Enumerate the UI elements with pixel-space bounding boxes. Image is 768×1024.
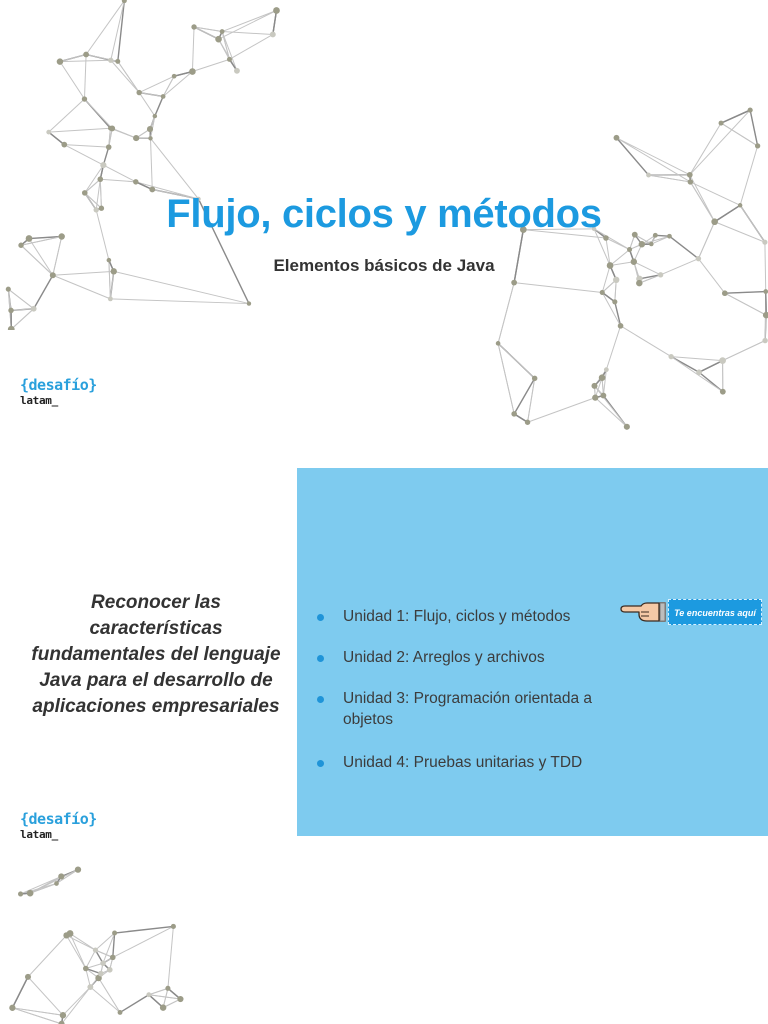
network-lines <box>8 1 276 330</box>
network-link <box>595 398 627 427</box>
network-node <box>600 290 605 295</box>
network-node <box>614 135 620 141</box>
network-link <box>699 361 723 373</box>
list-item <box>315 606 615 627</box>
learning-goal: Reconocer las características fundamentales del lenguaje Java para el desarrollo de aplicaciones empresariales <box>31 592 281 717</box>
network-link <box>222 10 276 31</box>
network-link <box>192 59 229 71</box>
network-node <box>687 172 693 178</box>
network-link <box>725 293 766 315</box>
network-node <box>108 296 113 301</box>
network-node <box>100 960 106 966</box>
network-link <box>725 292 766 294</box>
network-node <box>646 173 651 178</box>
network-node <box>136 90 141 95</box>
network-link <box>12 977 28 1008</box>
network-link <box>219 39 230 59</box>
network-node <box>153 114 157 118</box>
network-node <box>668 354 673 359</box>
network-link <box>118 61 139 92</box>
network-node <box>27 890 34 897</box>
network-node <box>93 948 98 953</box>
network-link <box>90 987 120 1012</box>
network-node <box>87 984 93 990</box>
network-node <box>511 280 517 286</box>
network-link <box>114 271 249 303</box>
network-link <box>63 987 90 1015</box>
network-node <box>18 243 23 248</box>
unit-label: Unidad 1: Flujo, ciclos y métodos <box>343 608 571 625</box>
page-title: Flujo, ciclos y métodos <box>166 192 602 236</box>
network-link <box>602 292 620 325</box>
network-node <box>649 242 653 246</box>
network-node <box>762 240 767 245</box>
network-node <box>719 121 724 126</box>
network-link <box>690 110 750 175</box>
network-link <box>84 99 112 128</box>
network-node <box>624 424 630 430</box>
title-slide <box>0 0 768 432</box>
network-link <box>222 32 237 71</box>
network-node <box>227 57 232 62</box>
network-node <box>18 891 23 896</box>
desafio-latam-logo <box>20 378 97 406</box>
network-link <box>139 93 163 97</box>
network-node <box>247 301 251 305</box>
network-link <box>606 326 620 370</box>
network-node <box>755 143 760 148</box>
network-link <box>721 110 750 123</box>
network-node <box>639 241 645 247</box>
network-node <box>720 389 726 395</box>
network-link <box>12 1008 63 1015</box>
network-node <box>511 411 517 417</box>
network-node <box>82 96 87 101</box>
network-node <box>31 306 37 312</box>
network-node <box>46 130 51 135</box>
network-link <box>149 988 168 994</box>
network-node <box>97 176 103 182</box>
network-link <box>49 99 85 132</box>
network-node <box>273 7 280 14</box>
network-node <box>25 974 31 980</box>
network-link <box>34 275 53 308</box>
units-panel <box>297 468 768 836</box>
network-node <box>54 881 59 886</box>
network-node <box>100 162 106 168</box>
network-link <box>113 926 174 957</box>
network-node <box>83 52 89 58</box>
network-node <box>146 992 151 997</box>
network-node <box>191 24 196 29</box>
network-node <box>112 931 117 936</box>
network-link <box>750 110 757 146</box>
unit-label: Unidad 2: Arreglos y archivos <box>343 649 545 666</box>
list-item <box>315 752 615 773</box>
logo-brand: {desafío} <box>20 376 97 394</box>
network-node <box>234 68 240 74</box>
network-link <box>49 132 65 145</box>
network-link <box>690 123 721 175</box>
network-node <box>636 280 642 286</box>
network-link <box>498 343 535 378</box>
network-node <box>270 32 276 38</box>
units-list <box>315 606 615 793</box>
network-node <box>220 29 225 34</box>
network-link <box>498 343 514 414</box>
network-node <box>762 338 767 343</box>
network-decoration-icon <box>0 0 280 330</box>
network-link <box>120 995 149 1013</box>
network-link <box>28 935 67 976</box>
network-node <box>83 966 89 972</box>
network-link <box>498 283 514 344</box>
network-node <box>496 341 501 346</box>
network-node <box>60 1012 66 1018</box>
unit-label: Unidad 4: Pruebas unitarias y TDD <box>343 754 583 771</box>
network-node <box>115 59 120 64</box>
network-node <box>172 74 177 79</box>
network-node <box>599 374 606 381</box>
network-link <box>49 128 111 132</box>
network-node <box>171 924 176 929</box>
network-link <box>11 309 33 329</box>
network-node <box>627 247 632 252</box>
network-node <box>108 58 113 63</box>
network-node <box>61 142 67 148</box>
logo-brand: {desafío} <box>20 810 97 828</box>
network-link <box>229 34 272 59</box>
network-node <box>106 144 112 150</box>
network-node <box>133 179 138 184</box>
network-node <box>763 312 768 319</box>
network-node <box>591 383 597 389</box>
network-node <box>148 136 152 140</box>
network-link <box>8 289 33 309</box>
network-node <box>719 357 726 364</box>
network-link <box>110 299 249 304</box>
you-are-here-badge: Te encuentras aquí <box>668 599 762 625</box>
network-node <box>58 873 64 879</box>
units-slide <box>0 432 768 864</box>
network-node <box>133 135 139 141</box>
network-node <box>696 369 702 375</box>
network-node <box>613 277 619 283</box>
pointing-hand-icon <box>619 598 667 626</box>
network-node <box>75 866 81 872</box>
network-node <box>147 126 153 132</box>
network-node <box>722 290 728 296</box>
next-slide-partial <box>0 864 768 1024</box>
network-node <box>763 289 768 294</box>
network-node <box>8 308 13 313</box>
network-link <box>62 987 91 1024</box>
network-node <box>189 68 196 75</box>
network-link <box>155 96 163 116</box>
bullet-icon <box>317 655 324 662</box>
list-item <box>315 688 615 730</box>
network-link <box>273 10 277 34</box>
network-node <box>118 1010 123 1015</box>
logo-sub: latam_ <box>20 394 58 407</box>
network-node <box>6 287 11 292</box>
bullet-icon <box>317 614 324 621</box>
network-node <box>612 299 617 304</box>
unit-label: Unidad 3: Programación orientada a objetos <box>343 690 593 728</box>
network-link <box>168 926 173 988</box>
network-link <box>139 93 155 117</box>
page-subtitle: Elementos básicos de Java <box>273 256 495 275</box>
network-link <box>111 60 139 92</box>
network-link <box>150 138 198 199</box>
network-link <box>616 138 648 175</box>
network-node <box>688 179 693 184</box>
network-link <box>671 357 722 361</box>
network-node <box>525 420 530 425</box>
network-link <box>60 60 111 61</box>
network-node <box>592 395 598 401</box>
network-link <box>12 1008 61 1024</box>
network-link <box>528 398 596 423</box>
desafio-latam-logo <box>20 812 97 840</box>
bullet-icon <box>317 696 324 703</box>
network-node <box>98 971 104 977</box>
network-link <box>115 926 174 933</box>
network-link <box>64 145 103 165</box>
network-node <box>748 107 753 112</box>
network-node <box>601 393 607 399</box>
network-link <box>150 138 152 189</box>
network-node <box>618 323 624 329</box>
network-node <box>9 1005 15 1011</box>
network-link <box>615 302 621 326</box>
network-node <box>57 58 63 64</box>
network-node <box>165 986 170 991</box>
network-link <box>139 76 174 92</box>
network-link <box>60 62 85 99</box>
network-node <box>532 376 537 381</box>
network-decoration-icon <box>0 864 200 1024</box>
network-link <box>53 275 111 299</box>
network-link <box>615 280 616 302</box>
network-link <box>721 123 758 146</box>
logo-sub: latam_ <box>20 828 58 841</box>
network-link <box>621 326 672 357</box>
network-link <box>616 138 689 175</box>
network-lines <box>12 870 180 1024</box>
network-node <box>67 930 74 937</box>
network-link <box>594 386 626 427</box>
network-link <box>219 10 277 39</box>
network-link <box>118 1 125 62</box>
network-node <box>160 1004 166 1010</box>
list-item <box>315 647 615 668</box>
network-node <box>108 126 113 131</box>
network-link <box>28 977 63 1015</box>
network-node <box>177 996 183 1002</box>
network-link <box>723 341 766 361</box>
network-node <box>161 94 166 99</box>
network-link <box>192 27 194 72</box>
network-link <box>99 978 120 1012</box>
network-link <box>514 283 602 293</box>
bullet-icon <box>317 760 324 767</box>
network-node <box>604 367 609 372</box>
network-node <box>110 955 116 961</box>
network-node <box>215 36 222 43</box>
network-link <box>64 145 108 147</box>
network-node <box>107 967 113 973</box>
